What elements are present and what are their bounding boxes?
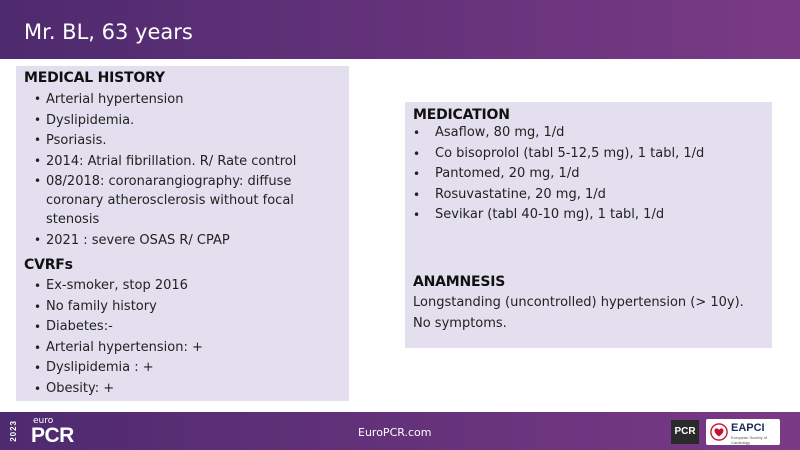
medical-history-title: MEDICAL HISTORY [24, 70, 165, 86]
list-item: • Asaflow, 80 mg, 1/d [413, 123, 769, 144]
list-item: • 2014: Atrial fibrillation. R/ Rate control [34, 152, 346, 171]
list-item: • Rosuvastatine, 20 mg, 1/d [413, 185, 769, 206]
slide-title: Mr. BL, 63 years [24, 20, 193, 44]
anamnesis-line: No symptoms. [413, 316, 507, 331]
list-item: • Dyslipidemia. [34, 111, 346, 130]
cvrfs-title: CVRFs [24, 257, 73, 273]
anamnesis-line: Longstanding (uncontrolled) hypertension (> 10y). [413, 295, 744, 310]
heart-icon [710, 423, 728, 441]
medication-list [413, 123, 769, 226]
list-item: • Psoriasis. [34, 131, 346, 150]
medical-history-list [34, 90, 346, 251]
list-item: • Ex-smoker, stop 2016 [34, 276, 346, 297]
eapci-logo [706, 419, 780, 445]
list-item: • No family history [34, 297, 346, 318]
list-item: • 08/2018: coronarangiography: diffuse coronary atherosclerosis without focal stenosis [34, 172, 346, 229]
pcr-logo: PCR [671, 420, 699, 444]
slide-header [0, 0, 800, 59]
list-item: • Pantomed, 20 mg, 1/d [413, 164, 769, 185]
logo-pcr-text: PCR [31, 424, 74, 447]
list-item: • Arterial hypertension: + [34, 338, 346, 359]
list-item: • Diabetes:- [34, 317, 346, 338]
list-item: • Arterial hypertension [34, 90, 346, 109]
list-item: • Sevikar (tabl 40-10 mg), 1 tabl, 1/d [413, 205, 769, 226]
medication-title: MEDICATION [413, 107, 510, 123]
left-panel [16, 66, 349, 401]
anamnesis-title: ANAMNESIS [413, 274, 506, 290]
logo-euro-text: euro [33, 416, 54, 426]
logo-year: 2023 [9, 420, 18, 442]
eapci-subtitle: European Society of Cardiology [731, 435, 768, 445]
cvrfs-list [34, 276, 346, 399]
list-item: • Obesity: + [34, 379, 346, 400]
list-item: • 2021 : severe OSAS R/ CPAP [34, 231, 346, 250]
list-item: • Co bisoprolol (tabl 5-12,5 mg), 1 tabl, 1/d [413, 144, 769, 165]
eapci-label: EAPCI [731, 422, 765, 434]
right-panel [405, 102, 772, 348]
list-item: • Dyslipidemia : + [34, 358, 346, 379]
europcr-logo [0, 416, 82, 448]
footer-url-link[interactable]: EuroPCR.com [358, 426, 432, 439]
